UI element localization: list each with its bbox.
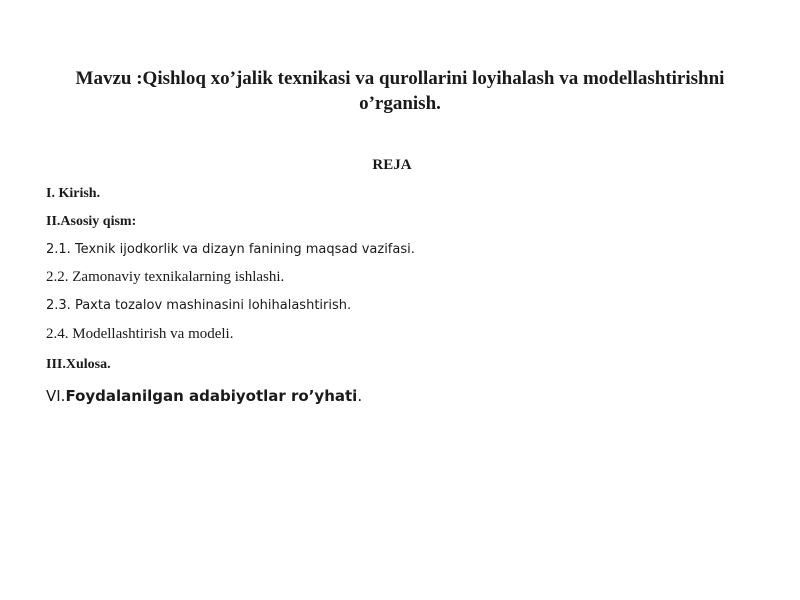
plan-item-2-4: 2.4. Modellashtirish va modeli. <box>46 326 234 342</box>
plan-item-2-2: 2.2. Zamonaviy texnikalarning ishlashi. <box>46 269 285 285</box>
plan-heading: REJA <box>372 157 412 173</box>
plan-item-main-part: II.Asosiy qism: <box>46 214 137 229</box>
references-suffix: . <box>357 387 363 405</box>
references-label: Foydalanilgan adabiyotlar ro’yhati <box>65 387 358 405</box>
plan-item-2-3: 2.3. Paxta tozalov mashinasini lohihalashtirish. <box>46 298 352 313</box>
references-prefix: VI. <box>46 387 66 405</box>
plan-item-introduction: I. Kirish. <box>46 186 101 201</box>
plan-item-conclusion: III.Xulosa. <box>46 357 111 372</box>
page-title: Mavzu :Qishloq xo’jalik texnikasi va qurollarini loyihalash va modellashtirishni o’rganish. <box>75 68 725 114</box>
plan-item-references <box>46 387 362 405</box>
plan-item-2-1: 2.1. Texnik ijodkorlik va dizayn fanining maqsad vazifasi. <box>46 242 415 257</box>
